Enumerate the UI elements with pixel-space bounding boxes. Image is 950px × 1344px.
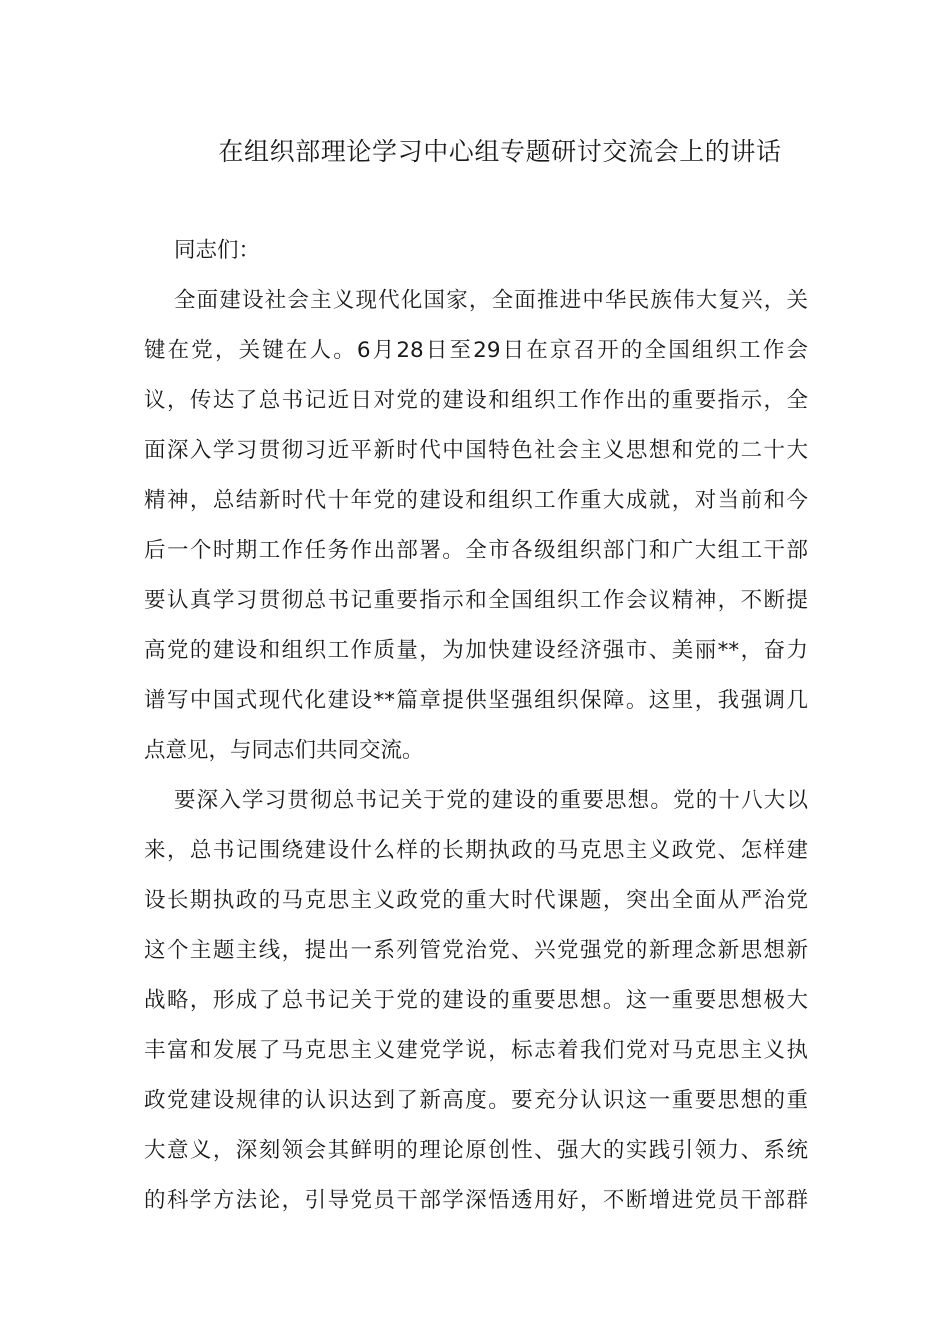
paragraph-line: 大意义，深刻领会其鲜明的理论原创性、强大的实践引领力、系统	[144, 1138, 808, 1163]
document-title: 在组织部理论学习中心组专题研讨交流会上的讲话	[218, 137, 782, 166]
paragraph-line: 设长期执政的马克思主义政党的重大时代课题，突出全面从严治党	[144, 888, 808, 913]
paragraph-line: 谱写中国式现代化建设**篇章提供坚强组织保障。这里，我强调几	[144, 688, 808, 713]
paragraph-line: 面深入学习贯彻习近平新时代中国特色社会主义思想和党的二十大	[144, 438, 808, 463]
paragraph-line: 丰富和发展了马克思主义建党学说，标志着我们党对马克思主义执	[144, 1038, 808, 1063]
paragraph-line: 点意见，与同志们共同交流。	[144, 738, 424, 763]
salutation: 同志们：	[174, 238, 261, 263]
paragraph-line: 的科学方法论，引导党员干部学深悟透用好，不断增进党员干部群	[144, 1188, 808, 1213]
paragraph-line: 战略，形成了总书记关于党的建设的重要思想。这一重要思想极大	[144, 988, 808, 1013]
paragraph-line: 全面建设社会主义现代化国家，全面推进中华民族伟大复兴，关	[174, 288, 808, 313]
document-body	[144, 226, 808, 1226]
paragraph-line: 要认真学习贯彻总书记重要指示和全国组织工作会议精神，不断提	[144, 588, 808, 613]
paragraph-line: 要深入学习贯彻总书记关于党的建设的重要思想。党的十八大以	[174, 788, 808, 813]
paragraph-line: 键在党，关键在人。6月28日至29日在京召开的全国组织工作会	[144, 338, 808, 363]
paragraph-line: 议，传达了总书记近日对党的建设和组织工作作出的重要指示，全	[144, 388, 808, 413]
paragraph-line: 来，总书记围绕建设什么样的长期执政的马克思主义政党、怎样建	[144, 838, 808, 863]
paragraph-1	[144, 276, 808, 776]
paragraph-line: 这个主题主线，提出一系列管党治党、兴党强党的新理念新思想新	[144, 938, 808, 963]
paragraph-line: 政党建设规律的认识达到了新高度。要充分认识这一重要思想的重	[144, 1088, 808, 1113]
paragraph-2	[144, 776, 808, 1226]
paragraph-line: 后一个时期工作任务作出部署。全市各级组织部门和广大组工干部	[144, 538, 808, 563]
paragraph-line: 高党的建设和组织工作质量，为加快建设经济强市、美丽**，奋力	[144, 638, 808, 663]
paragraph-line: 精神，总结新时代十年党的建设和组织工作重大成就，对当前和今	[144, 488, 808, 513]
